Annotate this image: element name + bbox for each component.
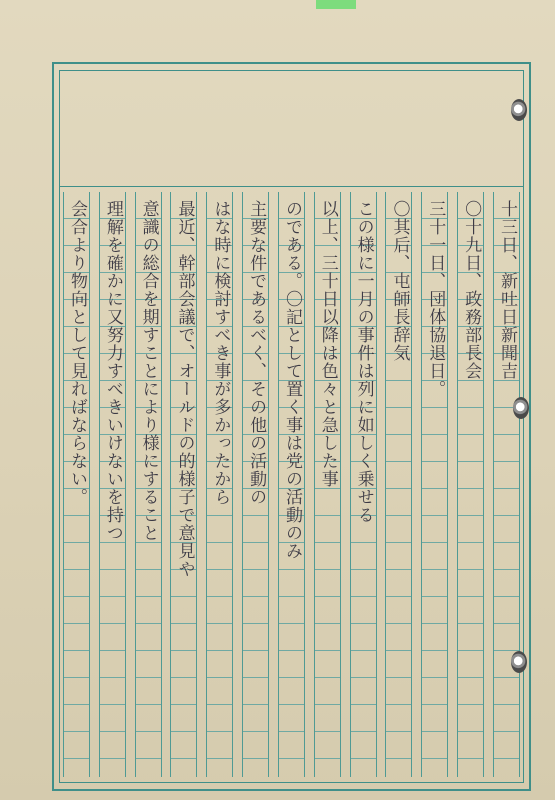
column	[350, 192, 377, 777]
column	[99, 192, 126, 777]
column-text: 会合より物向として見ればならない。	[67, 200, 87, 506]
column	[135, 192, 162, 777]
column-text: 〇十九日、政務部長会	[461, 200, 482, 380]
column	[314, 192, 341, 777]
header-divider	[59, 186, 524, 187]
column-text: はな時に検討すべき事が多かったから	[210, 200, 231, 506]
column-text: 意識の総合を期すことにより様にすること	[138, 200, 159, 542]
column-text: 以上、三十日以降は色々と急した事	[317, 200, 338, 488]
column-text: のである。〇記として置く事は党の活動のみ	[281, 200, 302, 560]
column-text: 〇其后、屯師長辞気	[389, 200, 410, 362]
column	[278, 192, 305, 777]
binding-hole-icon	[511, 99, 527, 121]
column-text: 最近、幹部会議で、オールドの的様子で意見や	[174, 200, 195, 578]
column	[493, 192, 520, 777]
binding-hole-icon	[511, 651, 527, 673]
column	[385, 192, 412, 777]
column-text: 三十一日、団体協退日。	[425, 200, 446, 398]
column-text: 十三日、新吐日新聞吉	[496, 200, 517, 380]
column	[421, 192, 448, 777]
manuscript-grid	[63, 192, 520, 777]
column	[242, 192, 269, 777]
green-tab-marker	[316, 0, 356, 9]
column	[63, 192, 90, 777]
column	[206, 192, 233, 777]
column	[170, 192, 197, 777]
column-text: 主要な件であるべく、その他の活動の	[246, 200, 267, 506]
column-text: この様に一月の事件は列に如しく乗せる	[353, 200, 374, 524]
binding-hole-icon	[513, 397, 529, 419]
column-text: 理解を確かに又努力すべきいけないを持つ	[102, 200, 123, 542]
column	[457, 192, 484, 777]
